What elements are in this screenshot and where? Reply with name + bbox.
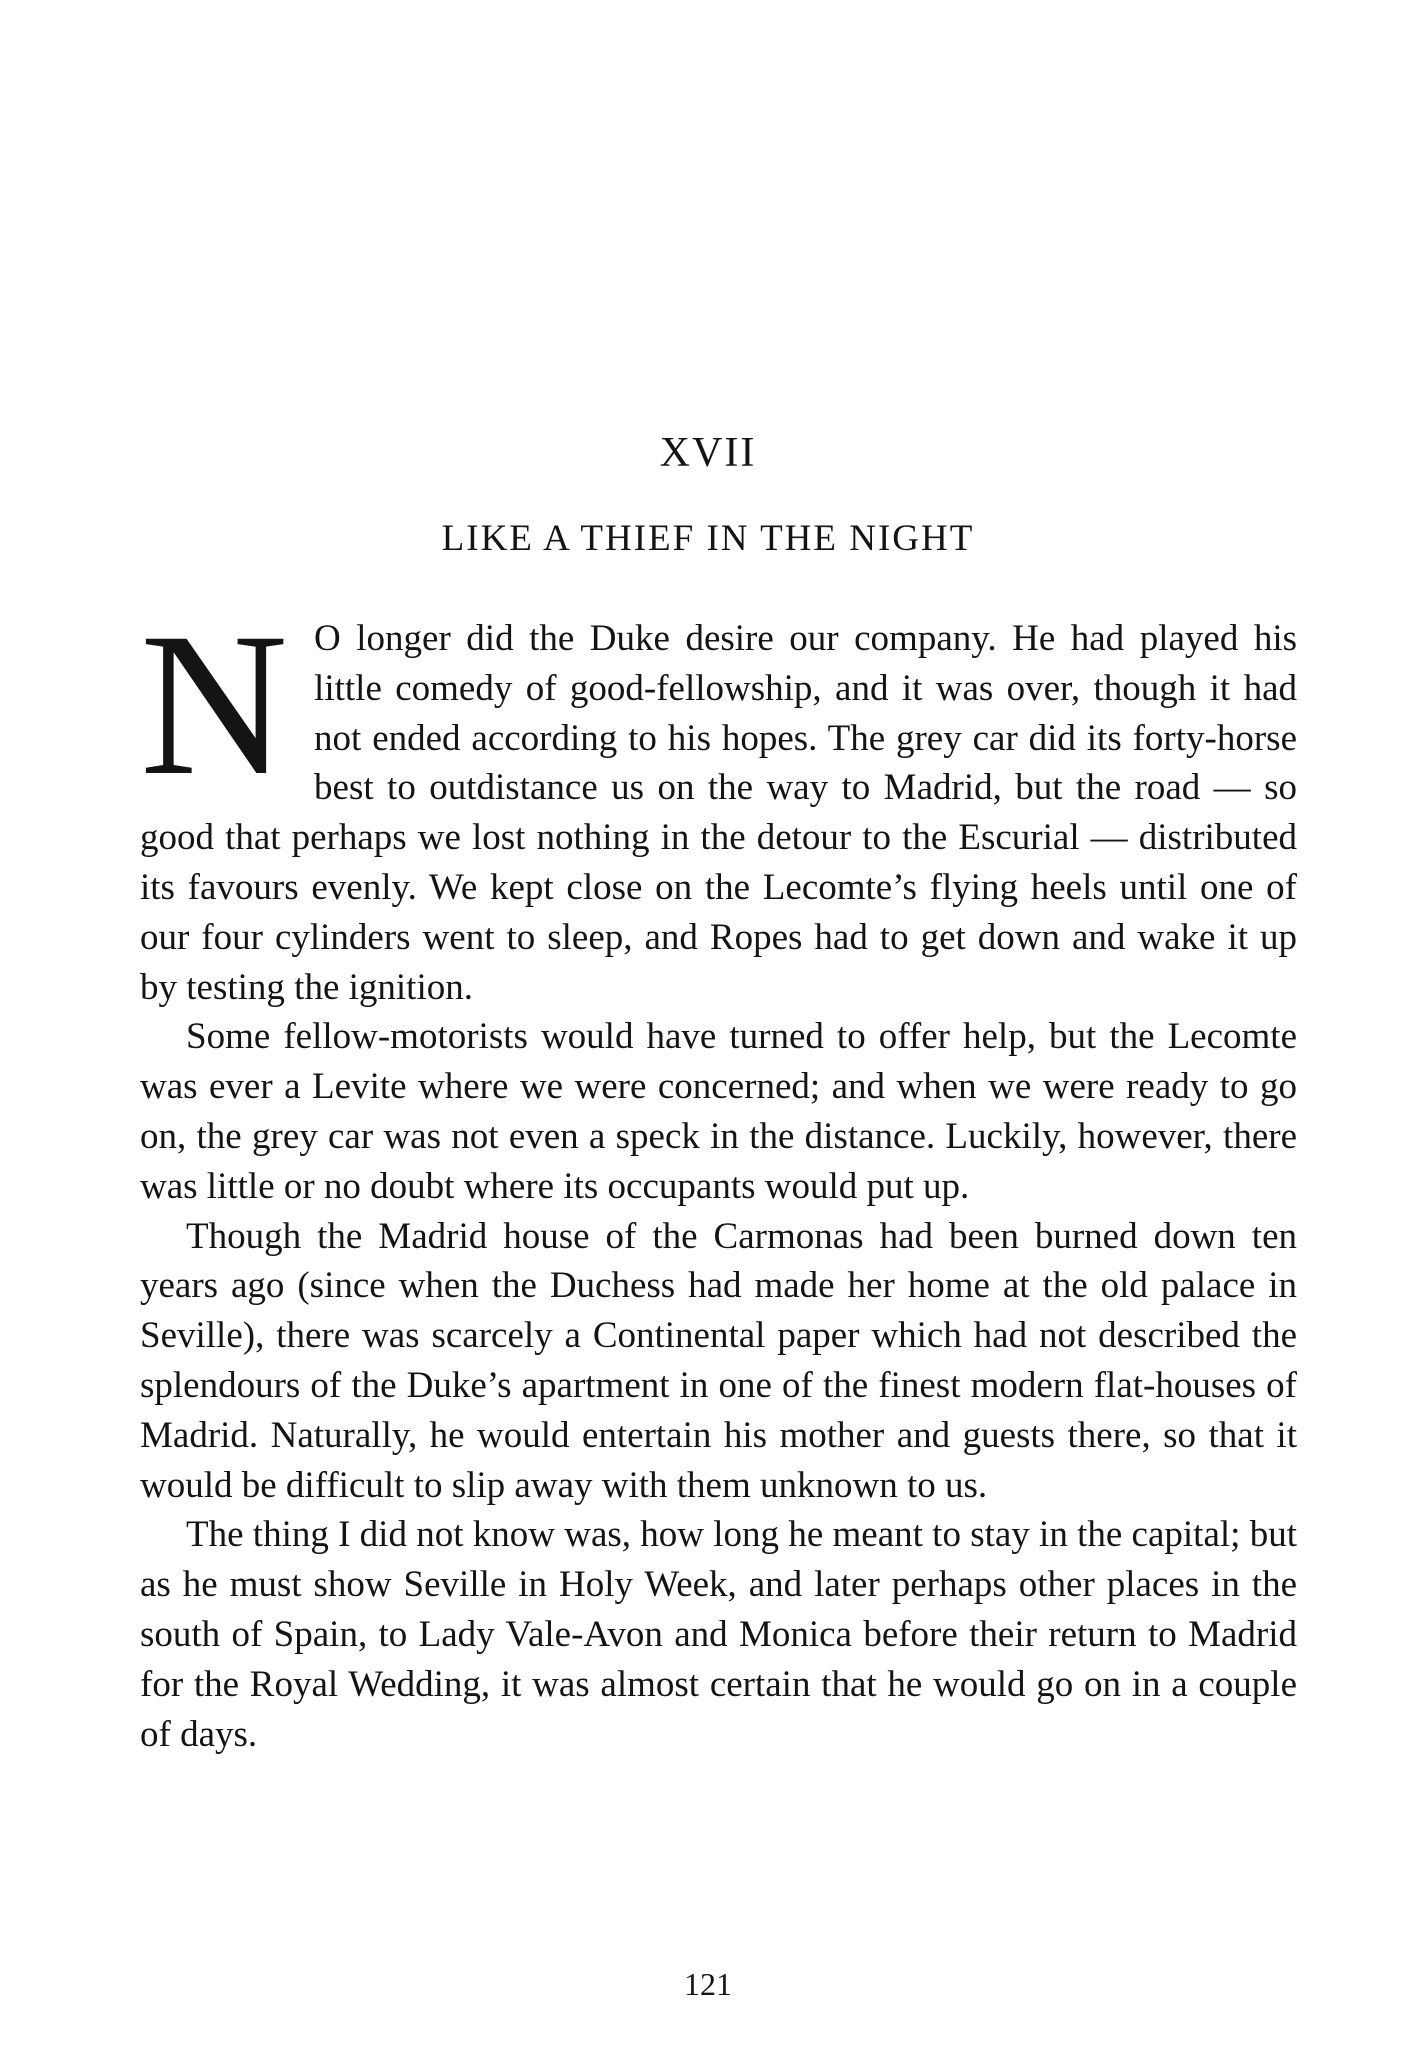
- chapter-title: LIKE A THIEF IN THE NIGHT: [441, 518, 975, 559]
- paragraph-2: Some fellow-motorists would have turned to offer help, but the Lecomte was ever a Levite where we were concerned; and when we were ready to go on, the grey car was not even a speck in the distance. Luckily, however, there was little or no doubt where its occupants would put up.: [140, 1016, 1297, 1207]
- chapter-number: XVII: [659, 430, 757, 476]
- paragraph-1: [140, 591, 1297, 1012]
- drop-cap-letter: N: [140, 591, 289, 818]
- page-number: 121: [684, 1966, 732, 2002]
- paragraph-3: Though the Madrid house of the Carmonas had been burned down ten years ago (since when the Duchess had made her home at the old palace in Seville), there was scarcely a Continental paper which had not described the splendours of the Duke’s apartment in one of the finest modern flat-houses of Madrid. Naturally, he would entertain his mother and guests there, so that it would be difficult to slip away with them unknown to us.: [140, 1215, 1297, 1506]
- paragraph-4: The thing I did not know was, how long he meant to stay in the capital; but as he must show Seville in Holy Week, and later perhaps other places in the south of Spain, to Lady Vale-Avon and Monica before their return to Madrid for the Royal Wedding, it was almost certain that he would go on in a couple of days.: [140, 1514, 1297, 1755]
- paragraph-1-text: O longer did the Duke desire our company. He had played his little comedy of good-fellowship, and it was over, though it had not ended according to his hopes. The grey car did its forty-horse best to outdistance us on the way to Madrid, but the road — so good that perhaps we lost nothing in the detour to the Escurial — distributed its favours evenly. We kept close on the Lecomte’s flying heels until one of our four cylinders went to sleep, and Ropes had to get down and wake it up by testing the ignition.: [140, 618, 1297, 1008]
- chapter-body: [140, 591, 1297, 1759]
